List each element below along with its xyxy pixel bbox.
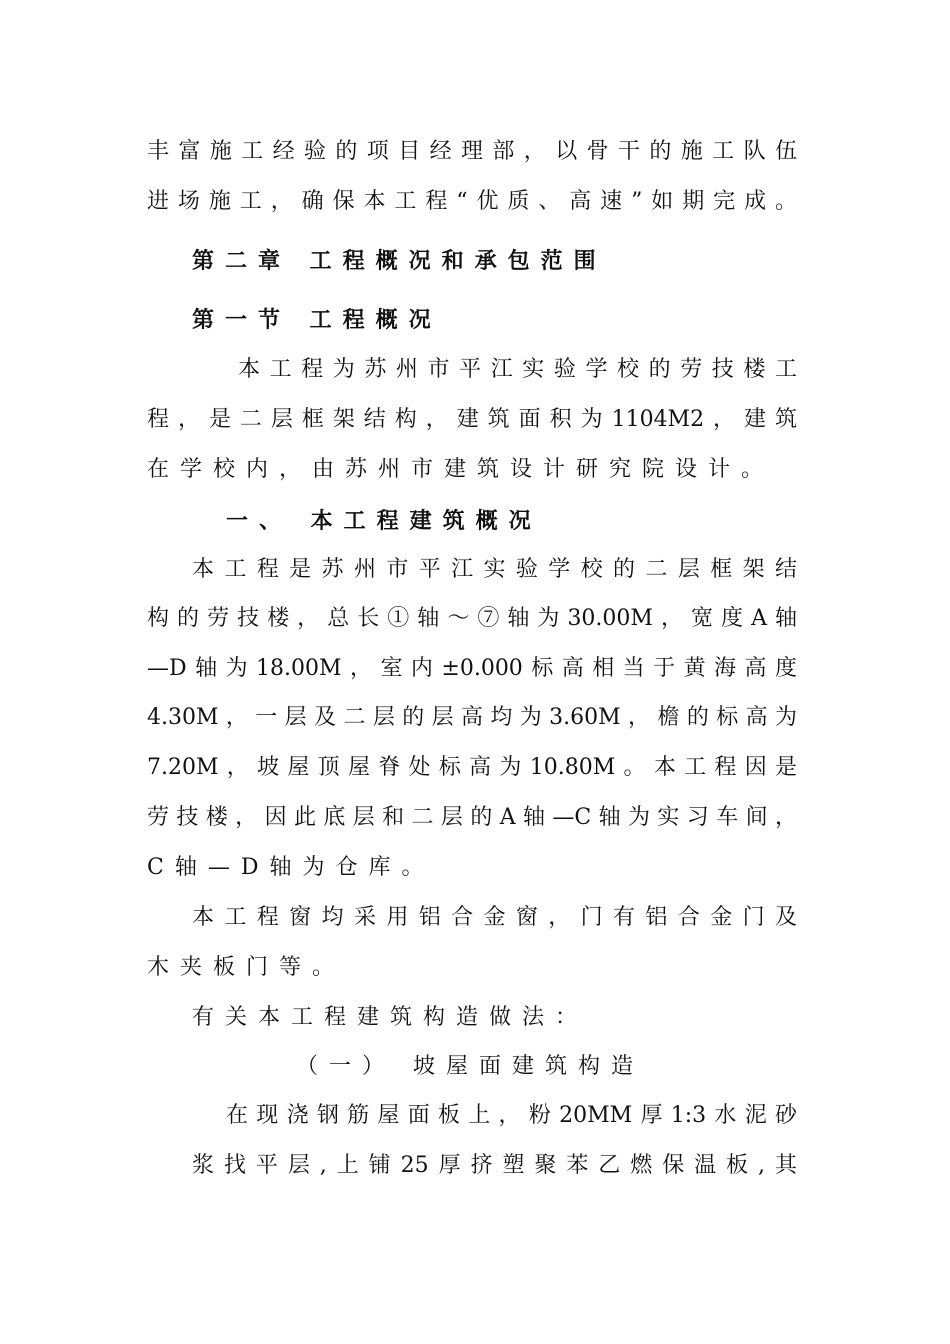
- paragraph-line: 本工程是苏州市平江实验学校的二层框架结: [192, 557, 797, 582]
- section-heading: 第一节 工程概况: [192, 307, 442, 333]
- subsection-heading: （一） 坡屋面建筑构造: [296, 1054, 644, 1079]
- paragraph-line: 丰富施工经验的项目经理部，以骨干的施工队伍: [147, 139, 797, 164]
- paragraph-line: C轴—D轴为仓库。: [147, 855, 435, 880]
- paragraph-line: 7.20M，坡屋顶屋脊处标高为10.80M。本工程因是: [147, 755, 797, 780]
- paragraph-line: 浆找平层,上铺25厚挤塑聚苯乙燃保温板,其: [192, 1153, 797, 1178]
- paragraph-line: 4.30M，一层及二层的层高均为3.60M，檐的标高为: [147, 705, 797, 730]
- paragraph-line: 本工程为苏州市平江实验学校的劳技楼工: [238, 357, 797, 382]
- paragraph-line: 有关本工程建筑构造做法：: [192, 1005, 589, 1030]
- paragraph-line: 木夹板门等。: [147, 955, 346, 980]
- paragraph-line: 进场施工，确保本工程“优质、高速”如期完成。: [147, 189, 797, 214]
- paragraph-line: 构的劳技楼，总长①轴～⑦轴为30.00M，宽度A轴: [147, 606, 797, 631]
- paragraph-line: —D轴为18.00M，室内±0.000标高相当于黄海高度: [147, 656, 797, 681]
- paragraph-line: 劳技楼，因此底层和二层的A轴—C轴为实习车间，: [147, 805, 797, 830]
- paragraph-line: 本工程窗均采用铝合金窗，门有铝合金门及: [192, 905, 797, 930]
- subsection-heading: 一、 本工程建筑概况: [226, 508, 542, 534]
- paragraph-line: 在现浇钢筋屋面板上，粉20MM厚1:3水泥砂: [226, 1103, 797, 1128]
- chapter-heading: 第二章 工程概况和承包范围: [192, 248, 607, 274]
- paragraph-line: 程，是二层框架结构，建筑面积为1104M2，建筑: [147, 407, 797, 432]
- paragraph-line: 在学校内，由苏州市建筑设计研究院设计。: [147, 457, 775, 482]
